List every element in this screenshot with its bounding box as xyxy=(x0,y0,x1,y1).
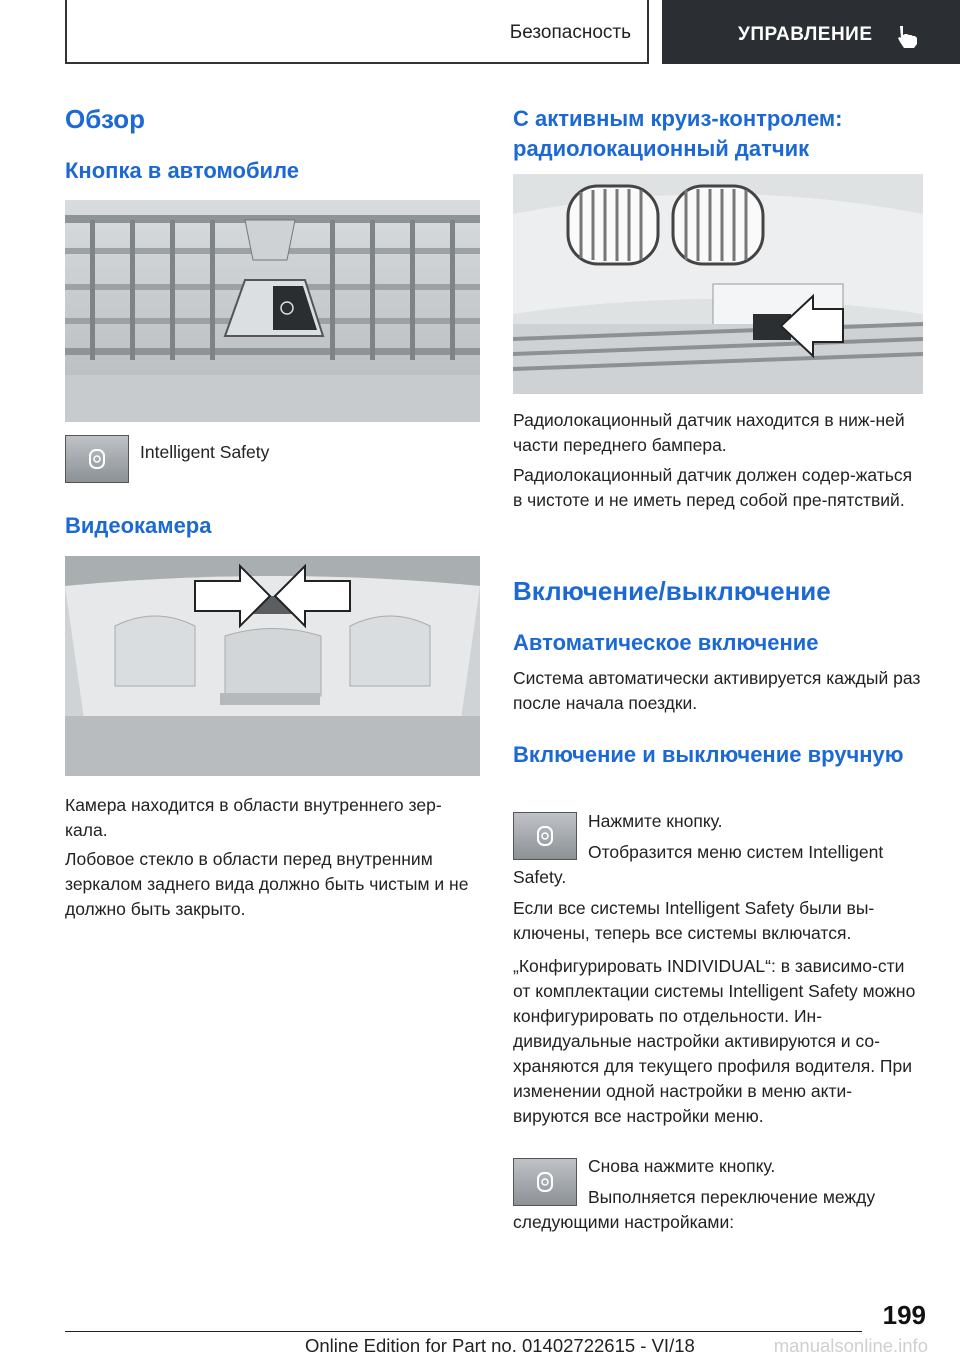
radar-sensor-illustration xyxy=(513,174,923,394)
step2-text: Снова нажмите кнопку. xyxy=(588,1156,776,1176)
step1-result: Отобразится меню систем Intelligent Safety. xyxy=(513,842,884,887)
heading-camera: Видеокамера xyxy=(65,513,212,538)
heading-button-in-car: Кнопка в автомобиле xyxy=(65,158,299,183)
step2-result: Выполняется переключение между следующими настройками: xyxy=(513,1187,876,1232)
camera-text-1: Камера находится в области внутреннего зер-кала. xyxy=(65,795,442,840)
individual-text: „Конфигурировать INDIVIDUAL“: в зависимо-сти от комплектации системы Intelligent Safety можно конфигурировать по отдельности. Ин-дивидуальные настройки активируются и со-храняются для текущего профиля водителя. При изменении одной настройки в меню акти-вируются все настройки меню. xyxy=(513,956,916,1126)
heading-auto-on: Автоматическое включение xyxy=(513,630,819,655)
camera-interior-illustration xyxy=(65,556,480,776)
footer-watermark: manualsonline.info xyxy=(773,1335,928,1356)
heading-radar-sensor: С активным круиз-контролем: радиолокационный датчик xyxy=(513,106,843,161)
heading-manual-on-off: Включение и выключение вручную xyxy=(513,742,904,767)
radar-text-2: Радиолокационный датчик должен содер-жаться в чистоте и не иметь перед собой пре-пятствий. xyxy=(513,465,913,510)
camera-text-2: Лобовое стекло в области перед внутренним зеркалом заднего вида должно быть чистым и не должно быть закрыто. xyxy=(65,849,469,919)
auto-text: Система автоматически активируется каждый раз после начала поездки. xyxy=(513,668,921,713)
header-chapter-label: УПРАВЛЕНИЕ xyxy=(738,24,873,45)
radar-text-1: Радиолокационный датчик находится в ниж-ней части переднего бампера. xyxy=(513,410,905,455)
footer-edition: Online Edition for Part no. 01402722615 - VI/18 xyxy=(305,1335,695,1356)
step1-text: Нажмите кнопку. xyxy=(588,811,723,831)
pointing-hand-icon xyxy=(894,22,922,50)
footer-divider xyxy=(65,1331,862,1332)
intelligent-safety-button-icon xyxy=(65,435,129,483)
heading-on-off: Включение/выключение xyxy=(513,576,831,606)
header-chapter-tab xyxy=(662,0,960,64)
button-grille-illustration xyxy=(65,200,480,422)
header-section-title: Безопасность xyxy=(509,22,631,43)
button-caption: Intelligent Safety xyxy=(140,442,270,462)
section-title-overview: Обзор xyxy=(65,104,145,134)
page-number: 199 xyxy=(882,1300,926,1330)
header-section-box xyxy=(65,0,649,64)
all-off-text: Если все системы Intelligent Safety были вы-ключены, теперь все системы включатся. xyxy=(513,898,875,943)
